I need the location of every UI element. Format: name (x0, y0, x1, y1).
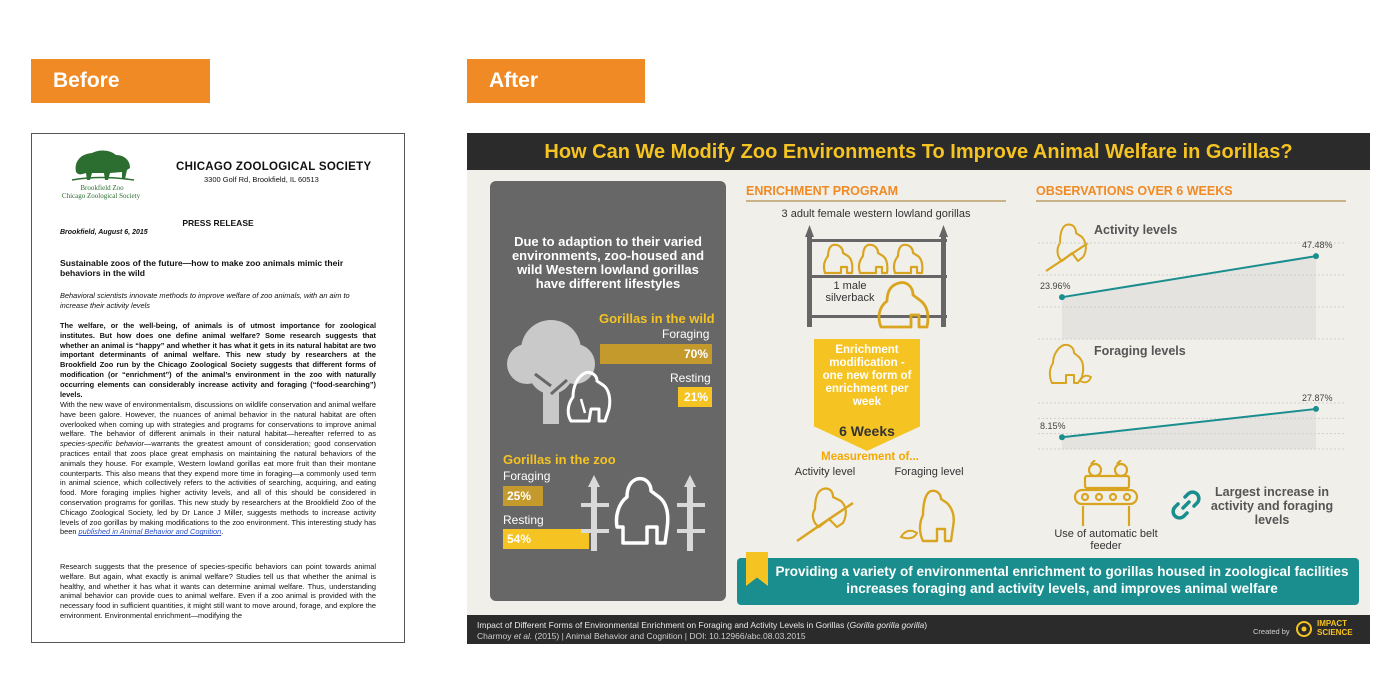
logo-text-zoo: Brookfield Zoo (80, 184, 124, 192)
wild-resting-bar: 21% (678, 387, 712, 407)
wild-gorilla-icon (559, 369, 615, 425)
foraging-level-label: Foraging level (894, 466, 964, 478)
trend-area (1062, 256, 1316, 339)
end-point (1313, 253, 1319, 259)
bison-logo-icon (70, 146, 136, 184)
enclosure-gorillas-icon (803, 223, 953, 331)
foraging-levels-title: Foraging levels (1094, 344, 1186, 358)
trend-area (1062, 409, 1316, 449)
emphasis-text: species-specific behavior (60, 439, 144, 449)
activity-level-label: Activity level (794, 466, 856, 478)
conclusion-text: Providing a variety of environmental enrichment to gorillas housed in zoological facilities increases foraging and activity levels, and improves animal welfare (775, 564, 1349, 596)
wild-foraging-label: Foraging (662, 327, 710, 341)
climbing-gorilla-icon (793, 483, 857, 547)
paragraph-1: The welfare, or the well-being, of animals is of utmost importance for zoological institutes. But how does one define animal welfare? Some research suggests that whether an animal is “happy” and whether it has what it gets in its natural habitat are two important determinants of animal welfare. This new study by researchers at the Brookfield Zoo run by the Chicago Zoological Society suggests that different forms of modification (or “enrichment”) of the animal’s environment in the zoo with naturally occurring elements can considerably increase activity and foraging (“food-searching”) levels. (60, 321, 376, 399)
start-point (1059, 294, 1065, 300)
zoo-foraging-bar: 25% (503, 486, 543, 506)
largest-increase-text: Largest increase in activity and foraging levels (1210, 485, 1334, 527)
headline: Sustainable zoos of the future—how to make zoo animals mimic their behaviors in the wild (60, 258, 344, 278)
measurement-label: Measurement of... (821, 451, 919, 463)
after-label: After (467, 59, 645, 103)
org-name: CHICAGO ZOOLOGICAL SOCIETY (176, 161, 372, 173)
footer-citation: Charmoy et al. (2015) | Animal Behavior and Cognition | DOI: 10.12966/abc.08.03.2015 (477, 631, 806, 641)
zoo-foraging-label: Foraging (503, 469, 551, 483)
zoo-resting-label: Resting (503, 513, 544, 527)
org-address: 3300 Golf Rd, Brookfield, IL 60513 (204, 175, 319, 184)
before-label: Before (31, 59, 210, 103)
subheadline: Behavioral scientists innovate methods to improve welfare of zoo animals, with an aim to increase their activity levels (60, 291, 350, 310)
foraging-levels-gorilla-icon (1044, 341, 1092, 385)
brand-name-line2: SCIENCE (1317, 628, 1353, 637)
male-silverback-label: 1 male silverback (825, 280, 875, 304)
female-group-label: 3 adult female western lowland gorillas (781, 208, 971, 220)
footer-study-title: Impact of Different Forms of Environmental Enrichment on Foraging and Activity Levels in Gorillas (Gorilla gorilla gorilla) (477, 620, 928, 630)
wild-title: Gorillas in the wild (599, 311, 715, 326)
foraging-gorilla-icon (895, 487, 961, 545)
link-icon (1170, 489, 1202, 521)
paragraph-2: With the new wave of environmentalism, discussions on wildlife conservation and animal welfare have been galore. However, the nuances of animal behavior in the natural habitat are often overlooked when coming up with strategies and programs for conservations to improve animal welfare. The behavior of different animals in their natural habitat—hereafter referred to as species-specific behavior—warrants the greatest amount of consideration; good conservation practices entail that zoos place great emphasis on maintaining the natural behaviors of the animals they house. For example, Western lowland gorillas eat more fruit than their montane counterparts. This also means that they expend more time in foraging—a commonly used term in animal science, which collectively refers to the activities of searching, acquiring, and eating food. More foraging implies higher activity levels, and all of this should be considered in conservation programs for gorillas. This new study by researchers at the Brookfield Zoo of the Chicago Zoological Society, led by Dr Lance J Miller, suggests methods to increase activity levels of zoo gorillas by making modifications to the zoo environment. This interesting study has been published in Animal Behavior and Cognition. (60, 400, 376, 537)
foraging-end-value: 27.87% (1302, 392, 1333, 403)
activity-end-value: 47.48% (1302, 240, 1333, 251)
enrichment-rule (746, 200, 1006, 202)
lifestyle-intro: Due to adaption to their varied environments, zoo-housed and wild Western lowland gorillas have different lifestyles (511, 234, 705, 291)
feeder-label: Use of automatic belt feeder (1054, 528, 1158, 552)
observations-rule (1036, 200, 1346, 202)
belt-feeder-icon (1071, 460, 1141, 530)
activity-levels-title: Activity levels (1094, 223, 1178, 237)
wild-foraging-bar: 70% (600, 344, 712, 364)
infographic-title: How Can We Modify Zoo Environments To Improve Animal Welfare in Gorillas? (544, 141, 1293, 163)
dateline: Brookfield, August 6, 2015 (60, 229, 148, 236)
start-point (1059, 434, 1065, 440)
enrichment-modification-text: Enrichment modification - one new form of enrichment per week (822, 344, 912, 408)
enrichment-heading: ENRICHMENT PROGRAM (746, 184, 899, 198)
zoo-title: Gorillas in the zoo (503, 452, 616, 467)
foraging-start-value: 8.15% (1040, 421, 1066, 432)
journal-link[interactable]: published in Animal Behavior and Cognition (78, 527, 222, 537)
observations-heading: OBSERVATIONS OVER 6 WEEKS (1036, 184, 1233, 198)
logo-text-society: Chicago Zoological Society (61, 192, 141, 200)
press-release-document (31, 133, 405, 643)
zoo-enclosure-gorilla-icon (581, 473, 707, 553)
paragraph-3: Research suggests that the presence of species-specific behaviors can point towards animal welfare. But again, what exactly is animal welfare? Studies tell us that whether the animal is healthy, and whether it has what it wants can determine animal welfare. Thus, understanding animal behavior can provide cues to animal welfare. Even if a zoo animal is provided with the necessary food in sufficient quantities, it might still want to move around, forage, and explore the environment. Environmental enrichment—modifying the (60, 562, 376, 620)
wild-resting-label: Resting (670, 371, 711, 385)
created-by-label: Created by (1253, 627, 1290, 636)
duration-label: 6 Weeks (839, 423, 895, 439)
brand-name-line1: IMPACT (1317, 619, 1348, 628)
activity-start-value: 23.96% (1040, 281, 1071, 292)
zoo-resting-bar: 54% (503, 529, 589, 549)
press-release-heading: PRESS RELEASE (182, 218, 254, 228)
impact-science-logo-icon (1295, 620, 1315, 638)
end-point (1313, 406, 1319, 412)
infographic (467, 133, 1370, 644)
